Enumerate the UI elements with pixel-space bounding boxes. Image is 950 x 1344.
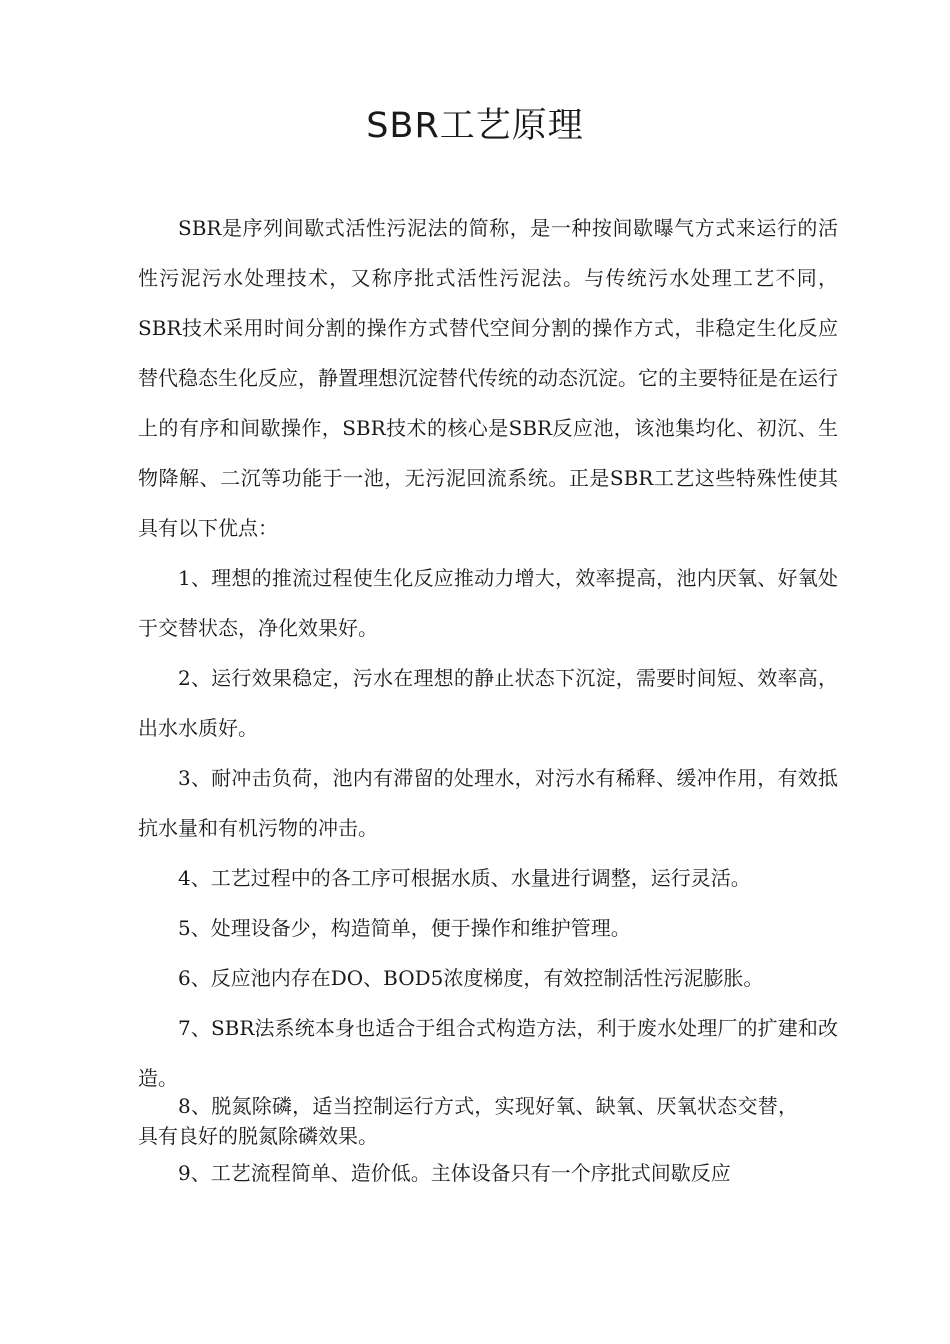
list-item: 5、处理设备少，构造简单，便于操作和维护管理。: [178, 916, 631, 940]
document-title: SBR工艺原理: [366, 106, 584, 146]
intro-paragraph: SBR是序列间歇式活性污泥法的简称，是一种按间歇曝气方式来运行的活性污泥污水处理技术，又称序批式活性污泥法。与传统污水处理工艺不同，SBR技术采用时间分割的操作方式替代空间分割的操作方式，非稳定生化反应替代稳态生化反应，静置理想沉淀替代传统的动态沉淀。它的主要特征是在运行上的有序和间歇操作，SBR技术的核心是SBR反应池，该池集均化、初沉、生物降解、二沉等功能于一池，无污泥回流系统。正是SBR工艺这些特殊性使其具有以下优点：: [138, 216, 838, 540]
list-item: 4、工艺过程中的各工序可根据水质、水量进行调整，运行灵活。: [178, 866, 751, 890]
list-item: 9、工艺流程简单、造价低。主体设备只有一个序批式间歇反应: [178, 1161, 731, 1185]
list-item: 3、耐冲击负荷，池内有滞留的处理水，对污水有稀释、缓冲作用，有效抵抗水量和有机污物的冲击。: [138, 766, 838, 840]
advantages-list-continued: [138, 1091, 798, 1151]
list-item: 7、SBR法系统本身也适合于组合式构造方法，利于废水处理厂的扩建和改造。: [138, 1016, 838, 1090]
list-item: 8、脱氮除磷，适当控制运行方式，实现好氧、缺氧、厌氧状态交替，具有良好的脱氮除磷效果。: [138, 1094, 798, 1148]
advantages-list: [138, 553, 838, 1103]
document-body: [138, 203, 838, 553]
list-item: 1、理想的推流过程使生化反应推动力增大，效率提高，池内厌氧、好氧处于交替状态，净化效果好。: [138, 566, 838, 640]
list-item: 6、反应池内存在DO、BOD5浓度梯度，有效控制活性污泥膨胀。: [178, 966, 764, 990]
advantages-list-last: [138, 1148, 838, 1198]
list-item: 2、运行效果稳定，污水在理想的静止状态下沉淀，需要时间短、效率高，出水水质好。: [138, 666, 838, 740]
